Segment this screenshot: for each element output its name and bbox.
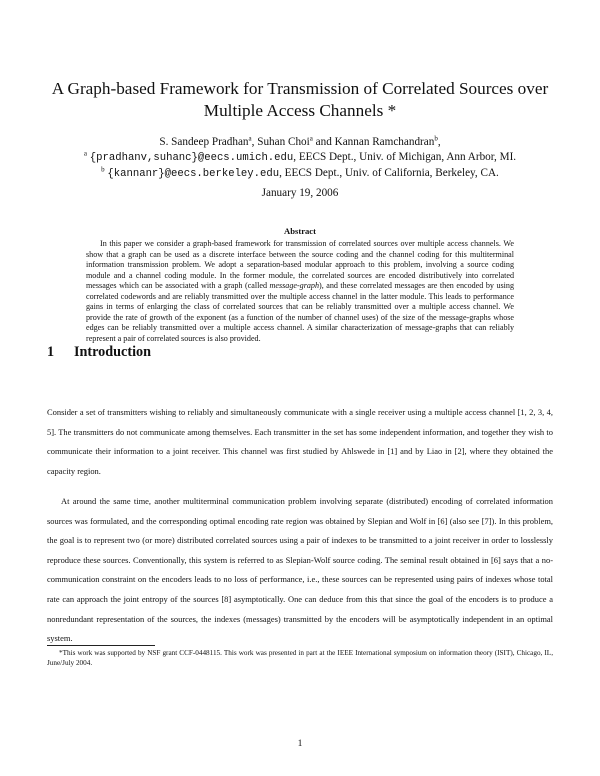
section-number: 1 bbox=[47, 344, 55, 360]
title-line-1: A Graph-based Framework for Transmission of Correlated Sources over bbox=[51, 79, 549, 98]
paper-date: January 19, 2006 bbox=[261, 187, 339, 199]
body-paragraph-2: At around the same time, another multiterminal communication problem involving separate (distributed) encoding of correlated information sources was formulated, and the corresponding optimal encoding rate region was obtained by Slepian and Wolf in [6] (also see [7]). In this problem, the goal is to represent two (or more) distributed correlated sources using a pair of indexes to be transmitted to a joint receiver in order to losslessly reproduce these sources. Conventionally, this system is referred to as Slepian-Wolf source coding. The seminal result obtained in [6] says that a no-communication constraint on the encoders leads to no loss of performance, i.e., these sources can be represented using pairs of indexes whose total rate can approach the joint entropy of the sources [8] asymptotically. One can deduce from this that since the goal of the encoders is to produce a nonredundant representation of the sources, the indexes (messages) transmitted by the encoders will be asymptotically independent in an optimal system. bbox=[47, 496, 553, 644]
email-a: {pradhanv,suhanc}@eecs.umich.edu bbox=[89, 152, 294, 164]
abstract-text: In this paper we consider a graph-based framework for transmission of correlated sources over multiple access channels. We show that a graph can be used as a discrete interface between the source coding and the channel coding for this multiterminal information transmission problem. We adopt a separation-based modular approach to this problem, involving a source coding module and a channel coding module. In the former module, the correlated sources are encoded distributively into correlated messages which can be associated with a graph (called message-graph), and these correlated messages are then encoded by using correlated codewords and are reliably transmitted over the multiple access channel in the latter module. This leads to performance gains in terms of enlarging the class of correlated sources that can be reliably transmitted over a multiple access channel. We provide the rate of growth of the exponent (as a function of the number of channel uses) of the size of the message-graphs whose edges can be reliably transmitted over a multiple access channel. A similar characterization of message-graphs that can reliably represent a pair of correlated sources is also provided. bbox=[86, 239, 514, 343]
section-heading bbox=[47, 344, 151, 361]
author-block bbox=[20, 135, 580, 182]
affiliation-b: $^b$ {kannanr}@eecs.berkeley.edu, EECS Dept., Univ. of California, Berkeley, CA. bbox=[101, 165, 499, 180]
section-title: Introduction bbox=[74, 344, 151, 360]
title-line-2: Multiple Access Channels * bbox=[203, 101, 397, 120]
affiliation-a: $^a$ {pradhanv,suhanc}@eecs.umich.edu, EECS Dept., Univ. of Michigan, Ann Arbor, MI. bbox=[83, 149, 517, 164]
paper-title bbox=[30, 78, 570, 122]
footnote: *This work was supported by NSF grant CCF-0448115. This work was presented in part at the IEEE International symposium on information theory (ISIT), Chicago, IL, June/July 2004. bbox=[47, 649, 553, 667]
footnote-rule bbox=[47, 645, 155, 646]
email-b: {kannanr}@eecs.berkeley.edu bbox=[107, 168, 280, 180]
page-number: 1 bbox=[297, 738, 303, 749]
body-paragraph-1: Consider a set of transmitters wishing to reliably and simultaneously communicate with a single receiver using a multiple access channel [1, 2, 3, 4, 5]. The transmitters do not communicate among themselves. Each transmitter in the set has some independent information, and together they wish to communicate their information to a joint receiver. This channel was first studied by Ahlswede in [1] and by Liao in [2], where they obtained the capacity region. bbox=[47, 407, 553, 476]
abstract-heading: Abstract bbox=[284, 226, 316, 236]
author-names: S. Sandeep Pradhan$^a$, Suhan Choi$^a$ and Kannan Ramchandran$^b$, bbox=[159, 134, 441, 148]
